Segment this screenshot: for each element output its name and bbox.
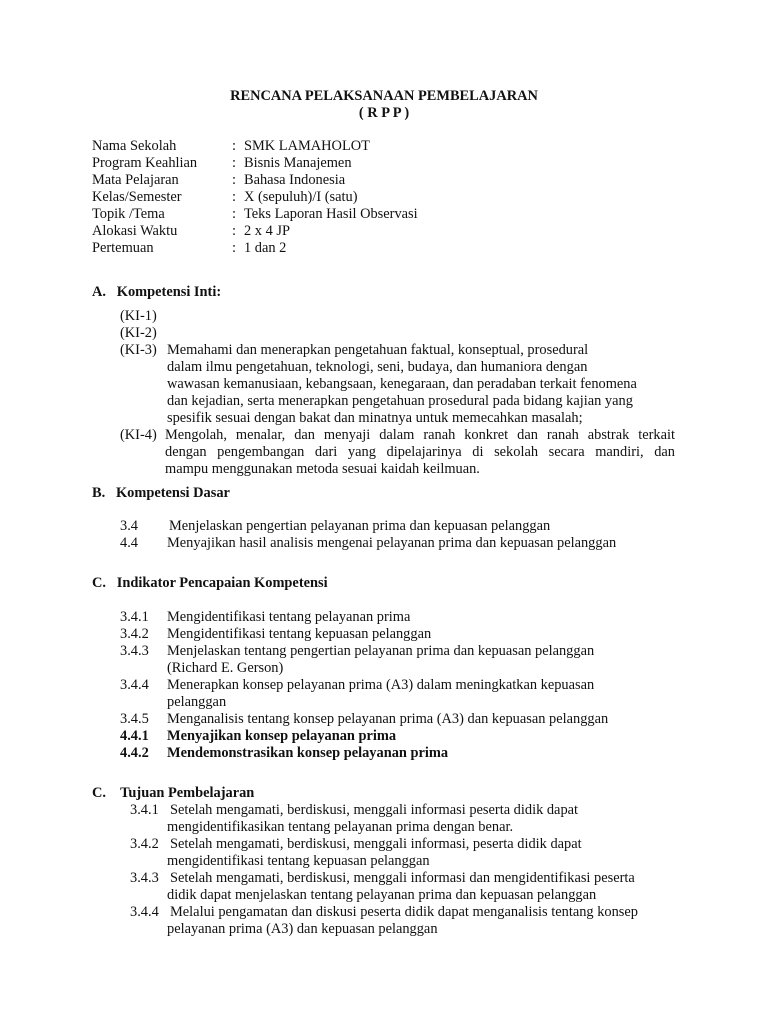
identity-separator: : [232, 206, 236, 222]
indicator-text: Menyajikan konsep pelayanan prima [167, 728, 397, 744]
ki3-line: dalam ilmu pengetahuan, teknologi, seni, budaya, dan humaniora dengan [167, 359, 588, 375]
indicator-text: Mendemonstrasikan konsep pelayanan prima [167, 745, 449, 761]
identity-separator: : [232, 172, 236, 188]
kd-number: 4.4 [120, 535, 138, 551]
ki3-line: dan kejadian, serta menerapkan pengetahuan prosedural pada bidang kajian yang [167, 393, 633, 409]
objective-number: 3.4.3 [130, 870, 159, 886]
indicator-text: Menjelaskan tentang pengertian pelayanan prima dan kepuasan pelanggan [167, 643, 595, 659]
section-heading-tujuan: C. Tujuan Pembelajaran [92, 785, 255, 801]
identity-label: Alokasi Waktu [92, 223, 178, 239]
ki3-line: spesifik sesuai dengan bakat dan minatnya untuk memecahkan masalah; [167, 410, 583, 426]
identity-separator: : [232, 189, 236, 205]
identity-value: Teks Laporan Hasil Observasi [244, 206, 418, 222]
identity-separator: : [232, 240, 236, 256]
indicator-text: Mengidentifikasi tentang kepuasan pelanggan [167, 626, 432, 642]
ki-code: (KI-4) [120, 427, 157, 443]
ki3-line: Memahami dan menerapkan pengetahuan faktual, konseptual, prosedural [167, 342, 589, 358]
objective-number: 3.4.1 [130, 802, 159, 818]
indicator-text: Menganalisis tentang konsep pelayanan prima (A3) dan kepuasan pelanggan [167, 711, 609, 727]
indicator-number: 3.4.5 [120, 711, 149, 727]
objective-text: Melalui pengamatan dan diskusi peserta didik dapat menganalisis tentang konsep [170, 904, 638, 920]
identity-value: 2 x 4 JP [244, 223, 290, 239]
section-heading-indikator: C. Indikator Pencapaian Kompetensi [92, 575, 328, 591]
identity-separator: : [232, 138, 236, 154]
indicator-number: 3.4.2 [120, 626, 149, 642]
indicator-number: 3.4.3 [120, 643, 149, 659]
objective-text: Setelah mengamati, berdiskusi, menggali informasi dan mengidentifikasi peserta [170, 870, 635, 886]
section-heading-kompetensi-dasar: B. Kompetensi Dasar [92, 485, 230, 501]
identity-value: Bahasa Indonesia [244, 172, 346, 188]
ki3-line: wawasan kemanusiaan, kebangsaan, kenegaraan, dan peradaban terkait fenomena [167, 376, 637, 392]
ki-code: (KI-2) [120, 325, 157, 341]
ki4-line: dengan pengembangan dari yang dipelajarinya di sekolah secara mandiri, dan [165, 444, 675, 460]
identity-separator: : [232, 223, 236, 239]
ki4-line: mampu menggunakan metoda sesuai kaidah keilmuan. [165, 461, 480, 477]
identity-label: Program Keahlian [92, 155, 198, 171]
identity-value: SMK LAMAHOLOT [244, 138, 370, 154]
objective-text-continued: pelayanan prima (A3) dan kepuasan pelanggan [167, 921, 438, 937]
identity-label: Kelas/Semester [92, 189, 182, 205]
identity-label: Nama Sekolah [92, 138, 177, 154]
document-subtitle: ( R P P ) [358, 105, 410, 121]
indicator-number: 4.4.1 [120, 728, 149, 744]
identity-separator: : [232, 155, 236, 171]
identity-value: 1 dan 2 [244, 240, 287, 256]
ki-code: (KI-1) [120, 308, 157, 324]
document-title: RENCANA PELAKSANAAN PEMBELAJARAN [230, 88, 538, 104]
objective-number: 3.4.4 [130, 904, 159, 920]
identity-value: X (sepuluh)/I (satu) [244, 189, 358, 205]
indicator-number: 3.4.4 [120, 677, 149, 693]
ki4-line: Mengolah, menalar, dan menyaji dalam ranah konkret dan ranah abstrak terkait [165, 427, 675, 443]
indicator-text: Menerapkan konsep pelayanan prima (A3) dalam meningkatkan kepuasan [167, 677, 595, 693]
objective-text-continued: mengidentifikasikan tentang pelayanan prima dengan benar. [167, 819, 514, 835]
indicator-text-continued: pelanggan [167, 694, 227, 710]
identity-label: Topik /Tema [92, 206, 165, 222]
objective-number: 3.4.2 [130, 836, 159, 852]
identity-value: Bisnis Manajemen [244, 155, 352, 171]
identity-label: Pertemuan [92, 240, 154, 256]
objective-text-continued: didik dapat menjelaskan tentang pelayanan prima dan kepuasan pelanggan [167, 887, 597, 903]
kd-text: Menjelaskan pengertian pelayanan prima dan kepuasan pelanggan [169, 518, 551, 534]
identity-label: Mata Pelajaran [92, 172, 179, 188]
kd-text: Menyajikan hasil analisis mengenai pelayanan prima dan kepuasan pelanggan [167, 535, 617, 551]
objective-text-continued: mengidentifikasi tentang kepuasan pelanggan [167, 853, 430, 869]
indicator-text-continued: (Richard E. Gerson) [167, 660, 284, 676]
indicator-number: 4.4.2 [120, 745, 149, 761]
indicator-number: 3.4.1 [120, 609, 149, 625]
objective-text: Setelah mengamati, berdiskusi, menggali informasi peserta didik dapat [170, 802, 579, 818]
section-heading-kompetensi-inti: A. Kompetensi Inti: [92, 284, 222, 300]
objective-text: Setelah mengamati, berdiskusi, menggali informasi, peserta didik dapat [170, 836, 582, 852]
kd-number: 3.4 [120, 518, 138, 534]
indicator-text: Mengidentifikasi tentang pelayanan prima [167, 609, 411, 625]
ki-code: (KI-3) [120, 342, 157, 358]
